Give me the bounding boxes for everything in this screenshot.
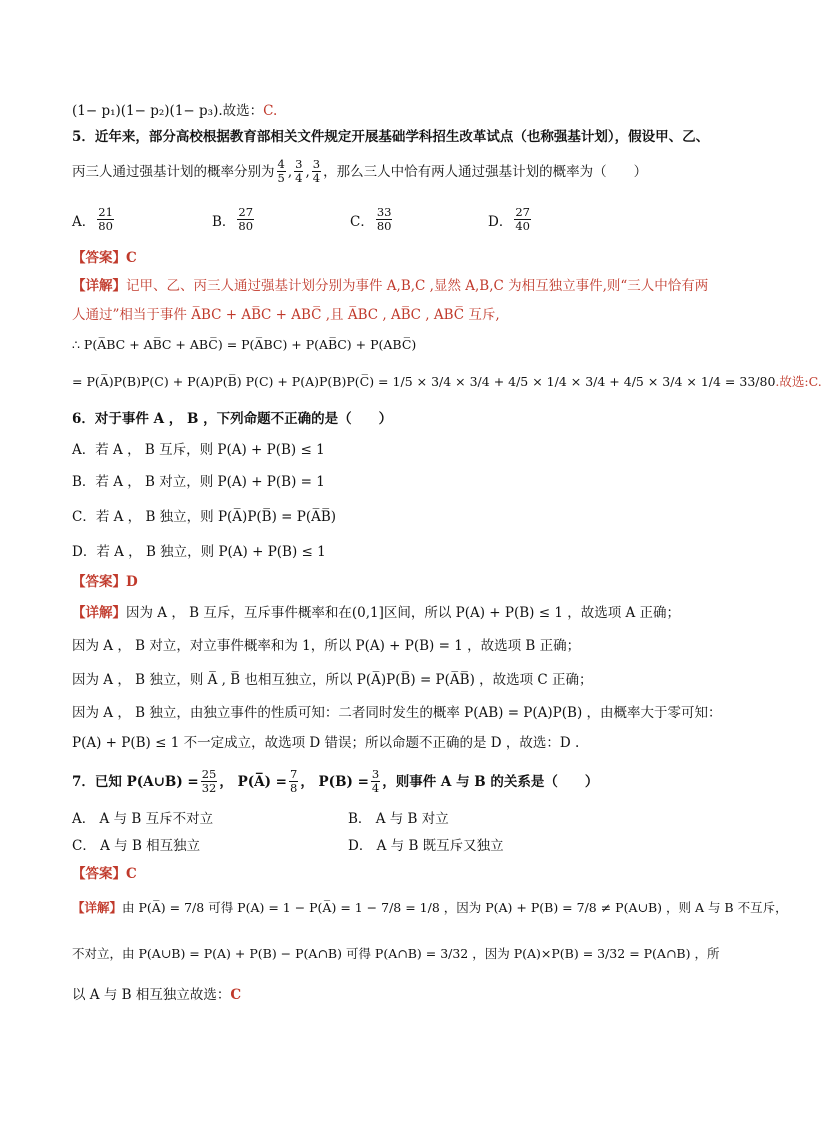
q7-option-d: D． A 与 B 既互斥又独立: [348, 838, 504, 854]
q7-stem-text: 7．已知 P(A∪B) =: [72, 773, 199, 790]
q6-stem: 6．对于事件 A ， B ，下列命题不正确的是（ ）: [72, 411, 393, 427]
q7-frac-3: $\frac{3}{4}$: [371, 767, 380, 795]
q7-option-b: B． A 与 B 对立: [348, 811, 449, 827]
choose-text: .故选:C.: [775, 374, 822, 389]
q7-frac-2: $\frac{7}{8}$: [290, 767, 298, 795]
q6-option-a: A．若 A ， B 互斥，则 P(A) + P(B) ≤ 1: [72, 442, 325, 458]
q5-prob-2: $\frac{3}{4}$: [295, 157, 303, 185]
answer-letter: C.: [263, 103, 278, 119]
detail-text: 因为 A ， B 互斥，互斥事件概率和在(0,1]区间，所以 P(A) + P(B) ≤ 1 ，故选项 A 正确；: [126, 605, 681, 621]
q7-frac-1: $\frac{25}{32}$: [201, 767, 217, 795]
q5-option-d: D． $\frac{27}{40}$: [488, 205, 530, 233]
q5-stem-line1: 5．近年来，部分高校根据教育部相关文件规定开展基础学科招生改革试点（也称强基计划），假设甲、乙、: [72, 129, 710, 145]
detail-tag: 【详解】: [72, 900, 123, 915]
q6-option-b: B．若 A ， B 对立，则 P(A) + P(B) = 1: [72, 474, 325, 490]
q5-detail-line2: 人通过”相当于事件 A̅BC + AB̅C + ABC̅ ,且 A̅BC , AB̅C , ABC̅ 互斥,: [72, 307, 500, 323]
q5-answer: 【答案】C: [72, 250, 137, 266]
q6-detail-line1: [72, 603, 680, 623]
q6-answer: 【答案】D: [72, 574, 138, 590]
q7-stem-text: ， P(A̅) =: [219, 773, 287, 790]
q6-detail-line2: 因为 A ， B 对立，对立事件概率和为 1，所以 P(A) + P(B) = 1 ，故选项 B 正确；: [72, 638, 581, 654]
choose-text: .故选：: [218, 103, 264, 119]
q7-detail-line3: [72, 985, 241, 1005]
q7-stem: [72, 768, 598, 795]
q7-stem-text: ， P(B) =: [300, 773, 369, 790]
detail-text: 记甲、乙、丙三人通过强基计划分别为事件 A,B,C ,显然 A,B,C 为相互独立事件,则“三人中恰有两: [126, 278, 709, 294]
previous-answer-line: [72, 101, 277, 121]
answer-letter: C: [230, 987, 242, 1003]
formula-text: = P(A̅)P(B)P(C) + P(A)P(B̅) P(C) + P(A)P(B)P(C̅) =: [72, 374, 389, 389]
q5-detail-line4: [72, 372, 822, 392]
detail-text: 以 A 与 B 相互独立故选：: [72, 987, 231, 1003]
q5-stem-text: 丙三人通过强基计划的概率分别为: [72, 163, 275, 180]
formula-text: (1− p₁)(1− p₂)(1− p₃): [72, 103, 219, 119]
q5-stem-tail: ，那么三人中恰有两人通过强基计划的概率为（ ）: [323, 163, 648, 180]
q5-option-a: A． $\frac{21}{80}$: [72, 205, 113, 233]
q5-prob-3: $\frac{3}{4}$: [312, 157, 321, 185]
q5-detail-line1: [72, 276, 708, 296]
q6-option-c: C．若 A ， B 独立，则 P(A̅)P(B̅) = P(A̅B̅): [72, 509, 337, 525]
q6-option-d: D．若 A ， B 独立，则 P(A) + P(B) ≤ 1: [72, 544, 326, 560]
detail-text: 由 P(A̅) = 7/8 可得 P(A) = 1 − P(A̅) = 1 − 7/8 = 1/8 ，因为 P(A) + P(B) = 7/8 ≠ P(A∪B) ，则 A 与 B 不互斥，: [122, 900, 788, 915]
q6-detail-line4: 因为 A ， B 独立，由独立事件的性质可知：二者同时发生的概率 P(AB) = P(A)P(B) ，由概率大于零可知：: [72, 705, 722, 721]
q5-option-c: C． $\frac{33}{80}$: [350, 205, 392, 233]
q7-stem-tail: ，则事件 A 与 B 的关系是（ ）: [382, 773, 599, 790]
q5-option-b: B． $\frac{27}{80}$: [212, 205, 254, 233]
q5-stem-line2: 丙三人通过强基计划的概率分别为 $\frac{4}{5}$ , $\frac{3}{4}$ , $\frac{3}{4}$ ，那么三人中恰有两人通过强基计划的概率为（ ）: [72, 157, 648, 185]
q5-prob-1: $\frac{4}{5}$: [277, 157, 285, 185]
q6-detail-line5: P(A) + P(B) ≤ 1 不一定成立，故选项 D 错误；所以命题不正确的是 D ，故选：D .: [72, 735, 580, 751]
q6-detail-line3: 因为 A ， B 独立，则 A̅ , B̅ 也相互独立，所以 P(A̅)P(B̅) = P(A̅B̅) ，故选项 C 正确；: [72, 672, 593, 688]
formula-terms: 1/5 × 3/4 × 3/4 + 4/5 × 1/4 × 3/4 + 4/5 × 3/4 × 1/4 = 33/80: [392, 374, 776, 389]
q7-option-a: A． A 与 B 互斥不对立: [72, 811, 214, 827]
q7-detail-line1: [72, 898, 788, 918]
q7-answer: 【答案】C: [72, 866, 137, 882]
q7-detail-line2: 不对立，由 P(A∪B) = P(A) + P(B) − P(A∩B) 可得 P(A∩B) = 3/32 ，因为 P(A)×P(B) = 3/32 = P(A∩B) ，所: [72, 946, 720, 961]
detail-tag: 【详解】: [72, 605, 126, 621]
detail-tag: 【详解】: [72, 278, 126, 294]
q7-option-c: C． A 与 B 相互独立: [72, 838, 201, 854]
q5-detail-line3: ∴ P(A̅BC + AB̅C + ABC̅) = P(A̅BC) + P(AB̅C) + P(ABC̅): [72, 337, 417, 352]
